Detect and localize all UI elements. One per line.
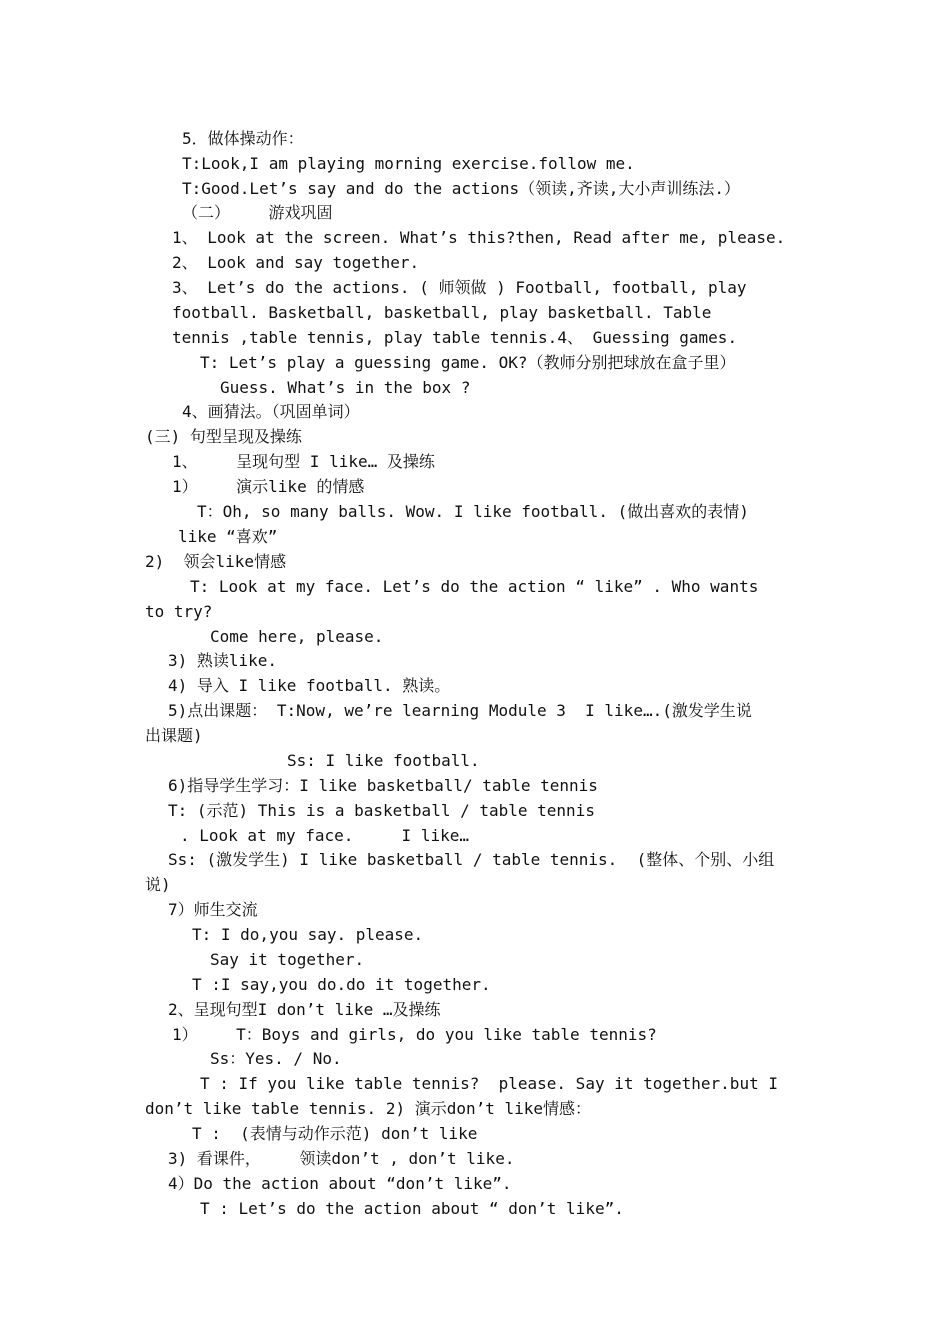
- text-line: 3、 Let’s do the actions. ( 师领做 ) Football, football, play: [172, 278, 747, 297]
- text-line: （二） 游戏巩固: [182, 203, 333, 222]
- text-line: 2、呈现句型I don’t like …及操练: [168, 1000, 441, 1019]
- text-line: Guess. What’s in the box ?: [220, 378, 471, 397]
- text-line: 1、 Look at the screen. What’s this?then, Read after me, please.: [172, 228, 786, 247]
- text-line: 1） 演示like 的情感: [172, 477, 365, 496]
- section-heading: (三) 句型呈现及操练: [145, 427, 302, 446]
- text-line: to try?: [145, 602, 213, 621]
- text-line: don’t like table tennis. 2) 演示don’t like情感：: [145, 1099, 592, 1118]
- text-line: 5)点出课题： T:Now, we’re learning Module 3 I like….(激发学生说: [168, 701, 752, 720]
- text-line: like “喜欢”: [178, 527, 278, 546]
- text-line: Come here, please.: [210, 627, 384, 646]
- text-line: 1） T：Boys and girls, do you like table tennis?: [172, 1025, 657, 1044]
- text-line: T : If you like table tennis? please. Say it together.but I: [200, 1074, 778, 1093]
- text-line: T: I do,you say. please.: [192, 925, 424, 944]
- text-line: 4) 导入 I like football. 熟读。: [168, 676, 451, 695]
- text-line: 5．做体操动作：: [182, 129, 304, 148]
- text-line: T : Let’s do the action about “ don’t like”.: [200, 1199, 624, 1218]
- text-line: T:Good.Let’s say and do the actions（领读,齐读,大小声训练法.）: [182, 179, 741, 198]
- text-line: T: Let’s play a guessing game. OK?（教师分别把球放在盒子里）: [200, 353, 736, 372]
- text-line: 2) 领会like情感: [145, 552, 287, 571]
- text-line: T：Oh, so many balls. Wow. I like football. (做出喜欢的表情): [197, 502, 749, 521]
- text-line: Ss: I like football.: [287, 751, 480, 770]
- text-line: Say it together.: [210, 950, 365, 969]
- text-line: T : (表情与动作示范) don’t like: [192, 1124, 478, 1143]
- text-line: 3) 熟读like.: [168, 651, 278, 670]
- text-line: T: Look at my face. Let’s do the action “ like” . Who wants: [190, 577, 759, 596]
- text-line: . Look at my face. I like…: [180, 826, 469, 845]
- text-line: T:Look,I am playing morning exercise.follow me.: [182, 154, 635, 173]
- text-line: 说): [145, 875, 171, 894]
- text-line: 3) 看课件， 领读don’t , don’t like.: [168, 1149, 515, 1168]
- text-line: 7）师生交流: [168, 900, 258, 919]
- text-line: Ss：Yes. / No.: [210, 1049, 342, 1068]
- text-line: T :I say,you do.do it together.: [192, 975, 491, 994]
- text-line: 出课题): [145, 726, 203, 745]
- text-line: 4）Do the action about “don’t like”.: [168, 1174, 512, 1193]
- text-line: 2、 Look and say together.: [172, 253, 420, 272]
- text-line: Ss: (激发学生) I like basketball / table tennis. (整体、个别、小组: [168, 850, 775, 869]
- text-line: 1、 呈现句型 I like… 及操练: [172, 452, 435, 471]
- text-line: T: (示范) This is a basketball / table tennis: [168, 801, 595, 820]
- text-line: 6)指导学生学习：I like basketball/ table tennis: [168, 776, 598, 795]
- text-line: football. Basketball, basketball, play basketball. Table: [172, 303, 712, 322]
- text-line: 4、画猜法。（巩固单词）: [182, 402, 360, 421]
- text-line: tennis ,table tennis, play table tennis.4、 Guessing games.: [172, 328, 738, 347]
